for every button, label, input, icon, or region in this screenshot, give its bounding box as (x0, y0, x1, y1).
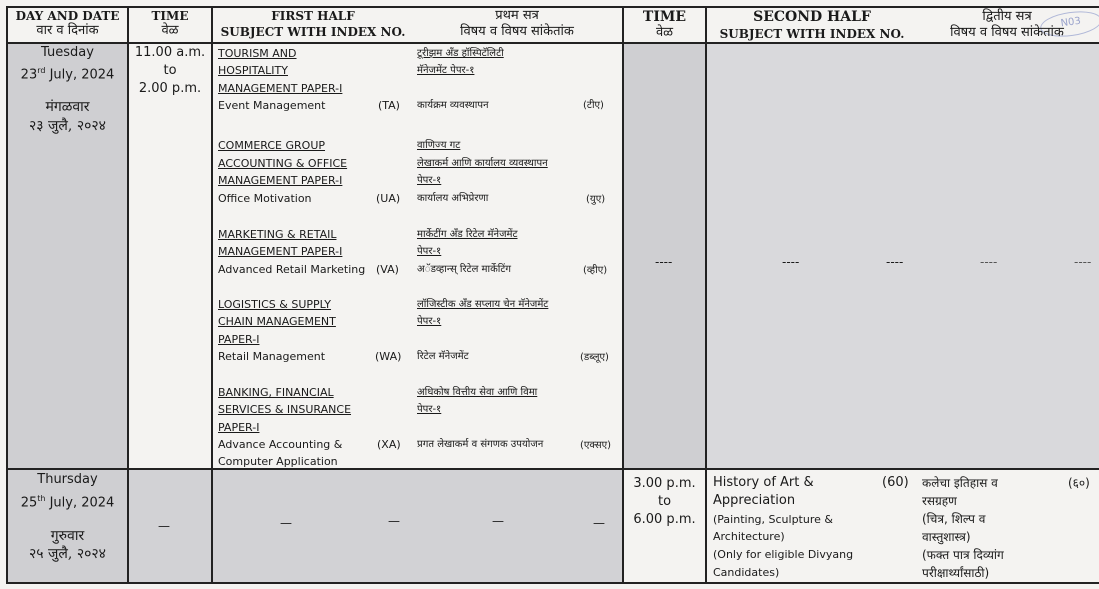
row2-subject-mr-line-2: रसग्रहण (922, 494, 957, 508)
row2-time-from: 3.00 p.m. (633, 476, 696, 491)
stamp-mark: N03 (1039, 8, 1099, 40)
row1-day: Tuesday (41, 45, 94, 60)
row2-detail-line-2: Architecture) (713, 530, 785, 543)
subject-3-code-mr: (व्हीए) (583, 265, 608, 276)
subject-2-group-line-3: MANAGEMENT PAPER-I (218, 174, 343, 187)
row2-date: 25th July, 2024 (20, 494, 115, 511)
row1-date-mr: २३ जुलै, २०२४ (29, 118, 106, 134)
subject-4-group-line-3: PAPER-I (218, 333, 260, 346)
header-day-date: DAY AND DATE (15, 9, 120, 23)
subject-2-group-mr-3: पेपर-१ (417, 175, 442, 186)
subject-5-group-mr-2: पेपर-१ (417, 404, 442, 415)
subject-2-group-mr-1: वाणिज्य गट (417, 140, 461, 151)
subject-2-group-mr-2: लेखाकर्म आणि कार्यालय व्यवस्थापन (417, 158, 548, 169)
subject-4-name-mr: रिटेल मॅनेजमेंट (417, 351, 469, 362)
subject-1-group-line-3: MANAGEMENT PAPER-I (218, 82, 343, 95)
subject-1-name: Event Management (218, 99, 326, 112)
row2-shade (128, 470, 624, 584)
row2-first-subject-mr-dash: — (492, 514, 504, 528)
header-day-date-mr: वार व दिनांक (36, 23, 99, 38)
row2-detail-mr-line-4: परीक्षार्थ्यांसाठी) (922, 566, 990, 580)
subject-2-name: Office Motivation (218, 192, 312, 205)
header-second-half-mr: द्वितीय सत्र (982, 9, 1032, 24)
row1-time-to-word: to (163, 63, 177, 78)
subject-4-group-line-1: LOGISTICS & SUPPLY (218, 298, 332, 311)
header-first-half-sub: SUBJECT WITH INDEX NO. (220, 25, 406, 39)
subject-3-group-line-1: MARKETING & RETAIL (218, 228, 337, 241)
row2-detail-line-3: (Only for eligible Divyang (713, 548, 854, 561)
subject-5-group-line-2: SERVICES & INSURANCE (218, 403, 352, 416)
header-first-half: FIRST HALF (271, 9, 355, 23)
row2-detail-mr-line-1: (चित्र, शिल्प व (922, 512, 986, 526)
row1-second-subject-mr-dash: ---- (980, 255, 998, 269)
row2-detail-mr-line-2: वास्तुशास्त्र) (922, 530, 971, 544)
subject-3-name-mr: अॅडव्हान्स्‌ रिटेल मार्केटिंग (417, 264, 512, 275)
subject-2-name-mr: कार्यालय अभिप्रेरणा (417, 193, 489, 204)
subject-4-group-mr-2: पेपर-१ (417, 316, 442, 327)
row2-time-dash: — (158, 519, 170, 533)
row1-day-mr: मंगळवार (45, 99, 90, 115)
subject-2-code-mr: (युए) (586, 194, 606, 205)
row2-subject-mr-line-1: कलेचा इतिहास व (922, 476, 998, 490)
row2-code-mr: (६०) (1068, 476, 1090, 490)
header-second-half-sub: SUBJECT WITH INDEX NO. (719, 27, 905, 41)
subject-3-group-line-2: MANAGEMENT PAPER-I (218, 245, 343, 258)
row2-first-code-mr-dash: — (593, 516, 605, 530)
header-second-half: SECOND HALF (753, 9, 871, 25)
row2-time-to-word: to (657, 494, 672, 509)
header-second-half-sub-mr: विषय व विषय सांकेतांक (950, 25, 1064, 40)
row2-code: (60) (882, 475, 909, 490)
header-time: TIME (151, 9, 189, 23)
row2-day-mr: गुरुवार (50, 528, 85, 544)
subject-4-code: (WA) (375, 350, 402, 363)
subject-5-code-mr: (एक्सए) (580, 440, 612, 451)
subject-4-group-line-2: CHAIN MANAGEMENT (218, 315, 336, 328)
subject-5-group-line-3: PAPER-I (218, 421, 260, 434)
row2-detail-line-4: Candidates) (713, 566, 780, 579)
subject-1-group-mr-1: टूरीझम अँड हॉस्पिटॅलिटी (417, 48, 504, 59)
row2-day: Thursday (37, 472, 98, 487)
subject-1-group-line-2: HOSPITALITY (218, 64, 288, 77)
subject-3-group-mr-1: मार्केटींग अँड रिटेल मॅनेजमेंट (417, 229, 518, 240)
row2-date-mr: २५ जुलै, २०२४ (29, 546, 106, 562)
row1-second-subject-dash: ---- (782, 255, 800, 269)
subject-2-group-line-2: ACCOUNTING & OFFICE (218, 157, 348, 170)
subject-1-code-mr: (टीए) (583, 100, 604, 111)
row1-date: 23rd July, 2024 (20, 66, 115, 83)
subject-5-group-mr-1: अधिकोष वित्तीय सेवा आणि विमा (417, 387, 538, 398)
subject-5-name-mr: प्रगत लेखाकर्म व संगणक उपयोजन (417, 439, 544, 450)
header-time2-mr: वेळ (655, 25, 674, 40)
row2-detail-mr-line-3: (फक्त पात्र दिव्यांग (922, 548, 1004, 562)
row2-subject-line-2: Appreciation (713, 493, 796, 508)
subject-2-group-line-1: COMMERCE GROUP (218, 139, 326, 152)
subject-5-name-line-2: Computer Application (218, 455, 338, 468)
header-first-half-sub-mr: विषय व विषय सांकेतांक (460, 24, 574, 39)
subject-5-group-line-1: BANKING, FINANCIAL (218, 386, 334, 399)
subject-1-group-line-1: TOURISM AND (218, 47, 297, 60)
row2-time-to: 6.00 p.m. (633, 512, 696, 527)
subject-1-code: (TA) (378, 99, 400, 112)
row1-time-from: 11.00 a.m. (134, 45, 206, 60)
row1-second-code-mr-dash: ---- (1074, 255, 1092, 269)
header-first-half-mr: प्रथम सत्र (495, 8, 539, 23)
row1-time-to: 2.00 p.m. (138, 81, 202, 96)
row2-first-code-dash: — (388, 514, 400, 528)
row2-subject-line-1: History of Art & (713, 475, 814, 490)
row2-first-subject-dash: — (280, 516, 292, 530)
header-time2: TIME (642, 9, 687, 25)
row1-second-code-dash: ---- (886, 255, 904, 269)
row1-time2-dash: ---- (655, 255, 673, 269)
subject-1-group-mr-2: मॅनेजमेंट पेपर-१ (417, 65, 475, 76)
subject-1-name-mr: कार्यक्रम व्यवस्थापन (417, 100, 489, 111)
header-time-mr: वेळ (161, 23, 179, 38)
subject-5-code: (XA) (377, 438, 401, 451)
subject-2-code: (UA) (376, 192, 401, 205)
subject-3-name: Advanced Retail Marketing (218, 263, 366, 276)
subject-5-name-line-1: Advance Accounting & (218, 438, 343, 451)
subject-4-name: Retail Management (218, 350, 326, 363)
subject-3-code: (VA) (376, 263, 399, 276)
subject-3-group-mr-2: पेपर-१ (417, 246, 442, 257)
subject-4-group-mr-1: लॉजिस्टीक अँड सप्लाय चेन मॅनेजमेंट (417, 299, 549, 310)
subject-4-code-mr: (डब्लूए) (580, 352, 609, 363)
row2-detail-line-1: (Painting, Sculpture & (713, 513, 833, 526)
